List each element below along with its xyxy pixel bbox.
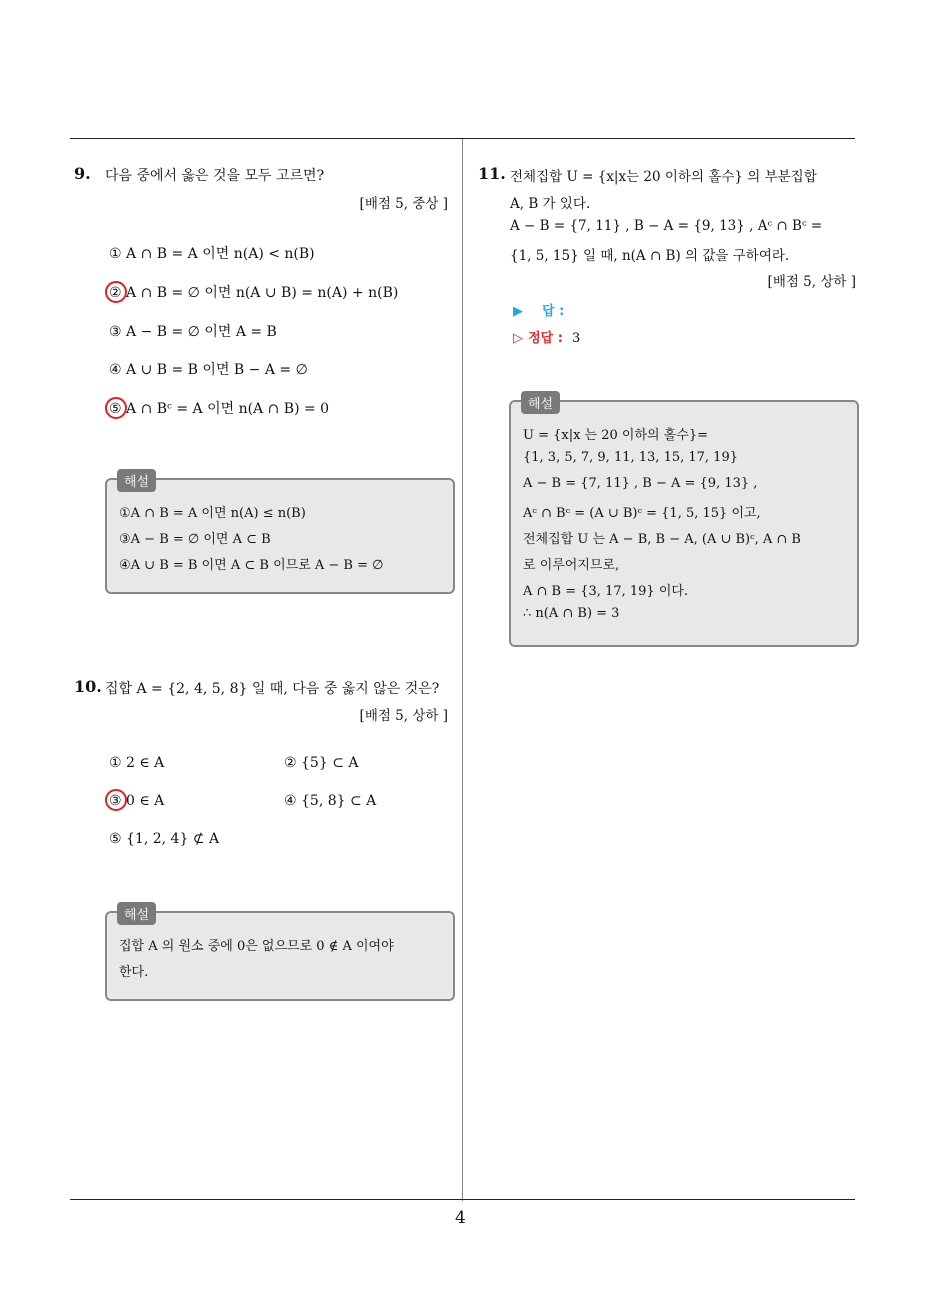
q10-choice-1-text: 2 ∈ A [126, 755, 165, 771]
q10-choice-4[interactable] [284, 793, 376, 809]
q10-choice-4-mark: ④ [284, 793, 297, 809]
q10-choice-1[interactable] [109, 755, 164, 771]
q9-solution-line-2: ③A − B = ∅ 이면 A ⊂ B [119, 532, 271, 547]
q11-solution-tag: 해설 [521, 391, 560, 414]
q9-solution-box [105, 475, 455, 594]
q10-choice-5-mark: ⑤ [109, 831, 122, 847]
q11-text-line-4: {1, 5, 15} 일 때, n(A ∩ B) 의 값을 구하여라. [510, 248, 790, 264]
q11-solution-line-3: A − B = {7, 11} , B − A = {9, 13} , [523, 476, 758, 491]
q11-answer-label: 답 : [542, 304, 565, 319]
q11-text-line-3: A − B = {7, 11} , B − A = {9, 13} , Aᶜ ∩ Bᶜ = [510, 218, 823, 234]
page-number: 4 [455, 1208, 466, 1228]
q9-choice-2[interactable] [109, 282, 398, 302]
q10-solution-line-1: 집합 A 의 원소 중에 0은 없으므로 0 ∉ A 이여야 [119, 939, 394, 954]
q11-solution-line-7: A ∩ B = {3, 17, 19} 이다. [523, 584, 689, 599]
q10-choice-4-text: {5, 8} ⊂ A [301, 793, 377, 809]
q11-text-line-1: 전체집합 U = {x|x는 20 이하의 홀수} 의 부분집합 [510, 169, 817, 185]
q9-choice-2-mark: ② [109, 285, 122, 301]
q10-solution-line-2: 한다. [119, 965, 149, 980]
column-divider [462, 139, 463, 1201]
q9-choice-1-text: A ∩ B = A 이면 n(A) < n(B) [126, 246, 315, 262]
q10-choice-3-mark: ③ [109, 793, 122, 809]
q11-solution-line-2: {1, 3, 5, 7, 9, 11, 13, 15, 17, 19} [523, 450, 738, 465]
q11-answer-row[interactable] [513, 300, 564, 319]
q10-number: 10. [74, 677, 102, 696]
q9-solution-line-3: ④A ∪ B = B 이면 A ⊂ B 이므로 A − B = ∅ [119, 558, 384, 573]
bottom-rule [70, 1199, 855, 1200]
q10-choice-2-text: {5} ⊂ A [301, 755, 359, 771]
q10-choice-5[interactable] [109, 831, 219, 847]
q9-choice-1[interactable] [109, 243, 315, 263]
selected-circle-icon [105, 397, 127, 419]
play-triangle-icon: ▶ [513, 304, 523, 319]
q11-number: 11. [478, 164, 506, 183]
q9-number: 9. [74, 164, 91, 183]
selected-circle-icon [105, 281, 127, 303]
q11-solution-box [509, 397, 859, 647]
q11-correct-value: 3 [572, 331, 581, 346]
q9-choice-3-text: A − B = ∅ 이면 A = B [126, 324, 277, 340]
q9-choice-5[interactable] [109, 398, 329, 418]
q10-choice-3[interactable] [109, 793, 164, 809]
q10-question-text: 집합 A = {2, 4, 5, 8} 일 때, 다음 중 옳지 않은 것은? [105, 681, 440, 697]
q9-solution-line-1: ①A ∩ B = A 이면 n(A) ≤ n(B) [119, 506, 306, 521]
q10-meta: [배점 5, 상하 ] [359, 708, 448, 724]
q11-correct-row [513, 327, 580, 346]
q10-solution-box [105, 908, 455, 1001]
q9-question-text: 다음 중에서 옳은 것을 모두 고르면? [105, 168, 325, 184]
q9-choice-4-mark: ④ [109, 362, 122, 378]
q11-solution-line-1: U = {x|x 는 20 이하의 홀수}= [523, 428, 709, 443]
q10-choice-3-text: 0 ∈ A [126, 793, 165, 809]
q11-solution-line-8: ∴ n(A ∩ B) = 3 [523, 606, 620, 621]
q9-choice-2-text: A ∩ B = ∅ 이면 n(A ∪ B) = n(A) + n(B) [126, 285, 399, 301]
q9-choice-5-mark: ⑤ [109, 401, 122, 417]
q9-meta: [배점 5, 중상 ] [359, 196, 448, 212]
q11-meta: [배점 5, 상하 ] [767, 274, 856, 290]
q11-solution-line-4: Aᶜ ∩ Bᶜ = (A ∪ B)ᶜ = {1, 5, 15} 이고, [523, 506, 761, 521]
q9-choice-5-text: A ∩ Bᶜ = A 이면 n(A ∩ B) = 0 [126, 401, 330, 417]
q11-text-line-2: A, B 가 있다. [510, 196, 591, 212]
q10-choice-5-text: {1, 2, 4} ⊄ A [126, 831, 220, 847]
q10-choice-2[interactable] [284, 755, 358, 771]
q11-correct-label: 정답 : [528, 331, 563, 346]
q10-solution-tag: 해설 [117, 902, 156, 925]
q9-choice-1-mark: ① [109, 246, 122, 262]
q11-solution-line-6: 로 이루어지므로, [523, 558, 620, 573]
selected-circle-icon [105, 789, 127, 811]
q9-choice-3[interactable] [109, 321, 277, 341]
q9-solution-tag: 해설 [117, 469, 156, 492]
q10-choice-1-mark: ① [109, 755, 122, 771]
q9-choice-3-mark: ③ [109, 324, 122, 340]
q10-choice-2-mark: ② [284, 755, 297, 771]
q9-choice-4[interactable] [109, 359, 308, 379]
outline-triangle-icon: ▷ [513, 331, 523, 346]
q11-solution-line-5: 전체집합 U 는 A − B, B − A, (A ∪ B)ᶜ, A ∩ B [523, 532, 801, 547]
q9-choice-4-text: A ∪ B = B 이면 B − A = ∅ [126, 362, 308, 378]
